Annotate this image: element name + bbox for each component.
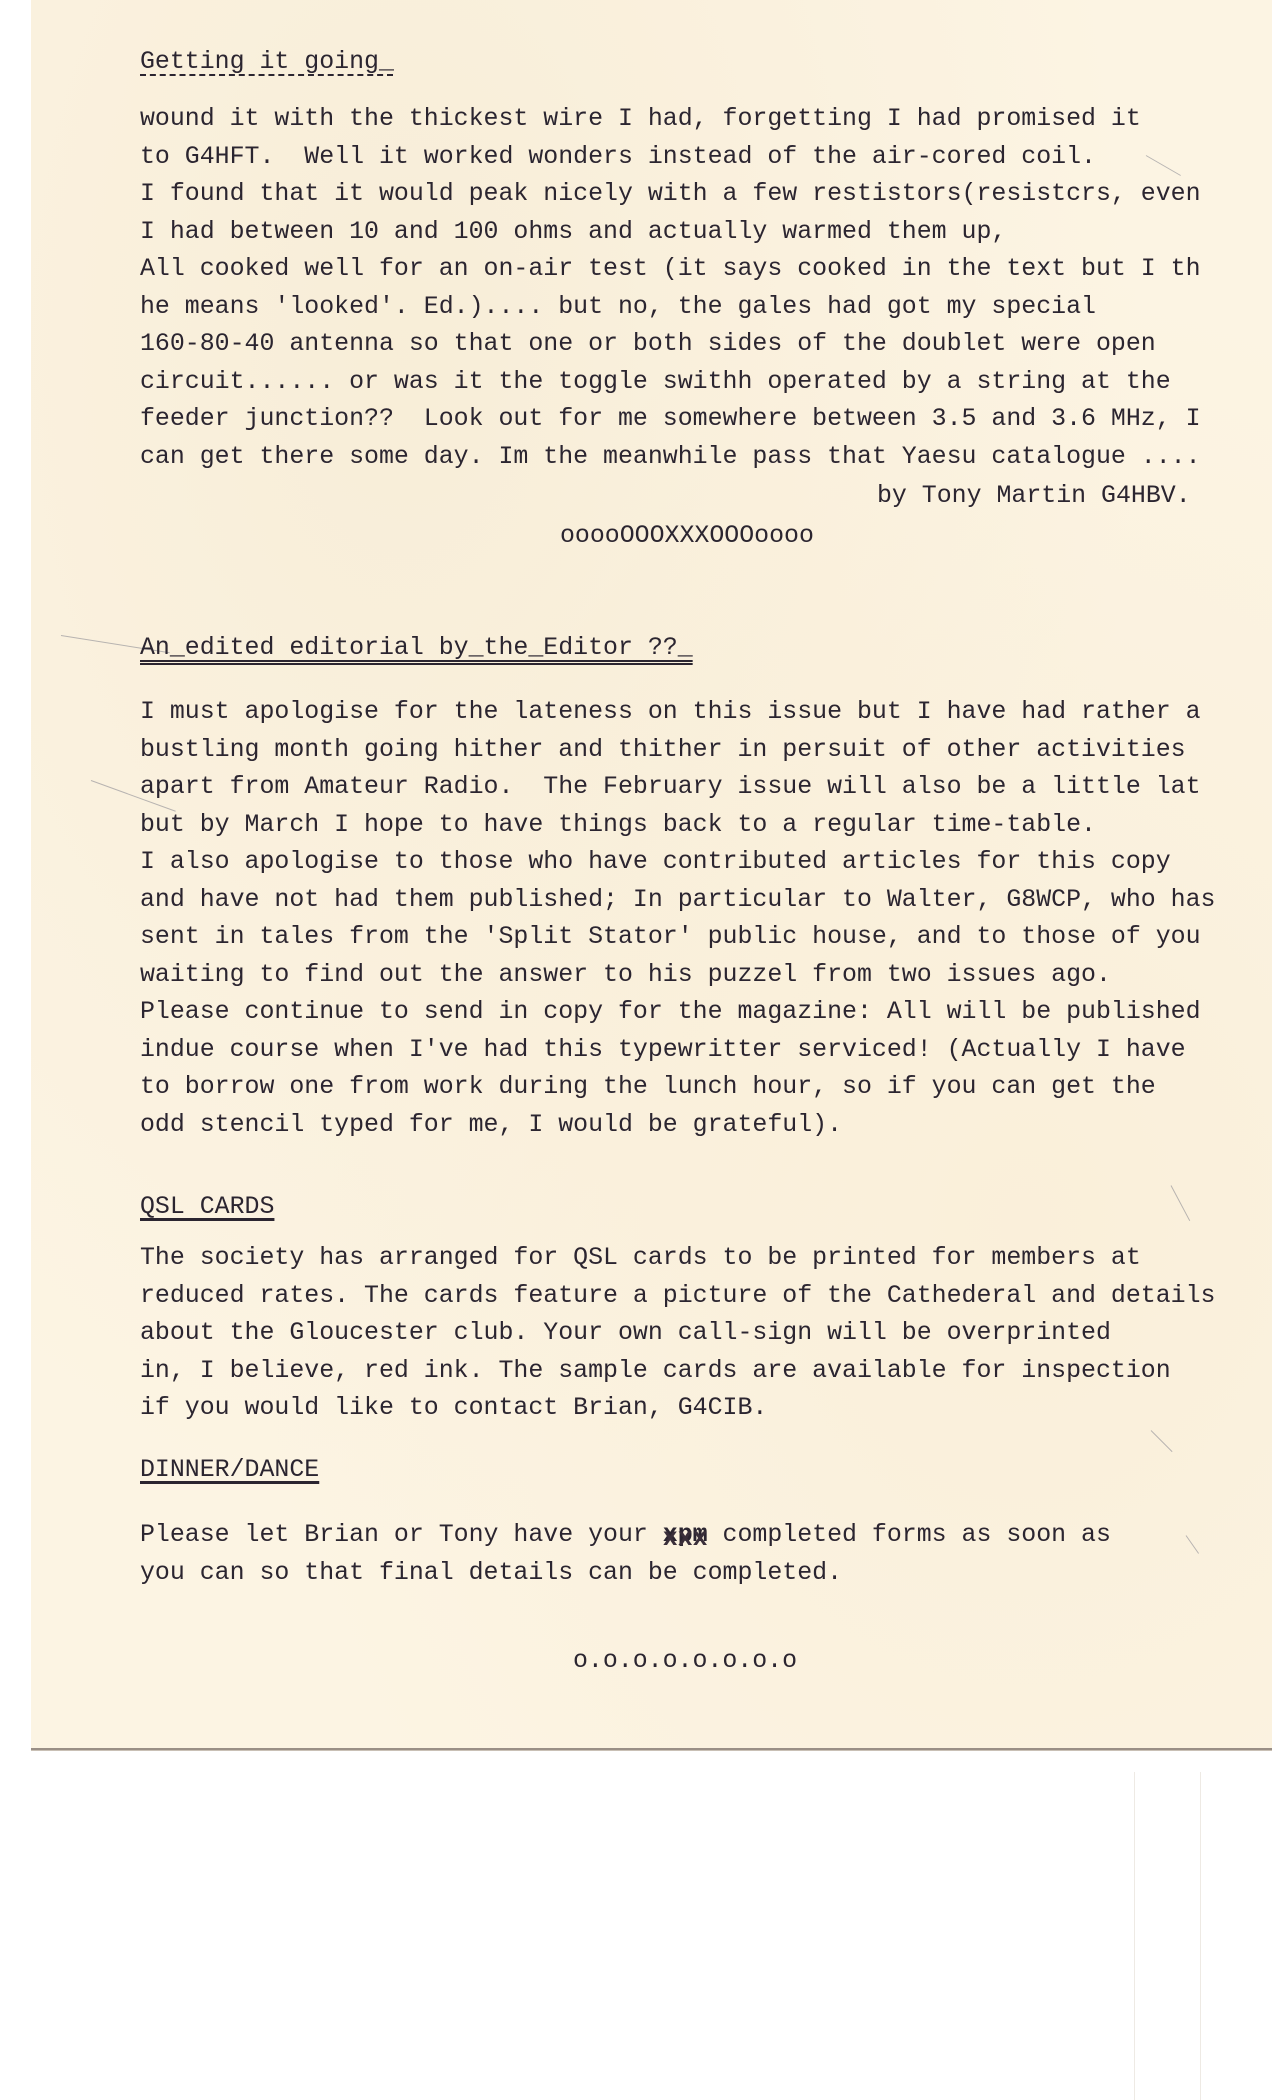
body-line: about the Gloucester club. Your own call-sign will be overprinted	[140, 1319, 1111, 1347]
body-line: to borrow one from work during the lunch hour, so if you can get the	[140, 1073, 1156, 1101]
dinner-dance-heading: DINNER/DANCE	[140, 1456, 320, 1484]
body-line: reduced rates. The cards feature a picture of the Cathederal and details	[140, 1281, 1216, 1310]
scratch-mark	[1151, 1430, 1173, 1452]
body-line: circuit...... or was it the toggle swithh operated by a string at the	[140, 367, 1171, 396]
body-line: indue course when I've had this typewritter serviced! (Actually I have	[140, 1035, 1186, 1064]
body-line: Please continue to send in copy for the magazine: All will be published	[140, 998, 1201, 1026]
scratch-mark	[1186, 1535, 1199, 1554]
section-separator: ooooOOOXXXOOOoooo	[560, 522, 814, 550]
article-heading-getting-it-going: Getting it going_	[140, 48, 394, 76]
body-line: waiting to find out the answer to his puzzel from two issues ago.	[140, 960, 1111, 989]
article-body	[140, 101, 1201, 476]
body-line: 160-80-40 antenna so that one or both sides of the doublet were open	[140, 330, 1156, 358]
scan-shadow-line	[1200, 1772, 1201, 2100]
editorial-heading: An_edited editorial by_the_Editor ??_	[140, 634, 693, 662]
body-line: wound it with the thickest wire I had, forgetting I had promised it	[140, 105, 1141, 133]
body-line: The society has arranged for QSL cards to be printed for members at	[140, 1244, 1141, 1272]
body-line: All cooked well for an on-air test (it says cooked in the text but I th	[140, 255, 1201, 283]
body-line: and have not had them published; In particular to Walter, G8WCP, who has	[140, 885, 1216, 914]
body-line: bustling month going hither and thither in persuit of other activities	[140, 735, 1186, 764]
body-line: he means 'looked'. Ed.).... but no, the gales had got my special	[140, 292, 1096, 321]
body-line: you can so that final details can be completed.	[140, 1558, 843, 1587]
author-signature: by Tony Martin G4HBV.	[877, 482, 1191, 510]
qsl-body	[140, 1240, 1215, 1428]
body-line: feeder junction?? Look out for me somewhere between 3.5 and 3.6 MHz, I	[140, 405, 1201, 433]
struck-out-text: xpm xxx	[663, 1521, 708, 1549]
body-line: odd stencil typed for me, I would be grateful).	[140, 1110, 843, 1139]
body-text: completed forms as soon as	[707, 1521, 1111, 1549]
scratch-mark	[1171, 1185, 1191, 1221]
body-line: sent in tales from the 'Split Stator' public house, and to those of you	[140, 923, 1201, 951]
body-line: apart from Amateur Radio. The February issue will also be a little lat	[140, 773, 1201, 801]
body-line: I must apologise for the lateness on this issue but I have had rather a	[140, 698, 1201, 726]
dinner-body	[140, 1517, 1111, 1592]
body-line: if you would like to contact Brian, G4CIB.	[140, 1394, 768, 1422]
body-line: in, I believe, red ink. The sample cards are available for inspection	[140, 1356, 1171, 1385]
body-line: can get there some day. Im the meanwhile pass that Yaesu catalogue ....	[140, 442, 1201, 471]
body-line: but by March I hope to have things back to a regular time-table.	[140, 810, 1096, 839]
editorial-body	[140, 694, 1215, 1144]
body-line	[140, 1517, 1111, 1555]
qsl-cards-heading: QSL CARDS	[140, 1193, 275, 1221]
scan-shadow-line	[1134, 1772, 1135, 2100]
typed-page	[31, 0, 1272, 1750]
body-line: I also apologise to those who have contributed articles for this copy	[140, 848, 1171, 876]
body-text: Please let Brian or Tony have your	[140, 1521, 663, 1549]
body-line: I found that it would peak nicely with a few restistors(resistcrs, even	[140, 180, 1201, 208]
body-line: I had between 10 and 100 ohms and actually warmed them up,	[140, 217, 1007, 246]
end-separator: o.o.o.o.o.o.o.o	[573, 1647, 798, 1675]
body-line: to G4HFT. Well it worked wonders instead of the air-cored coil.	[140, 142, 1096, 171]
